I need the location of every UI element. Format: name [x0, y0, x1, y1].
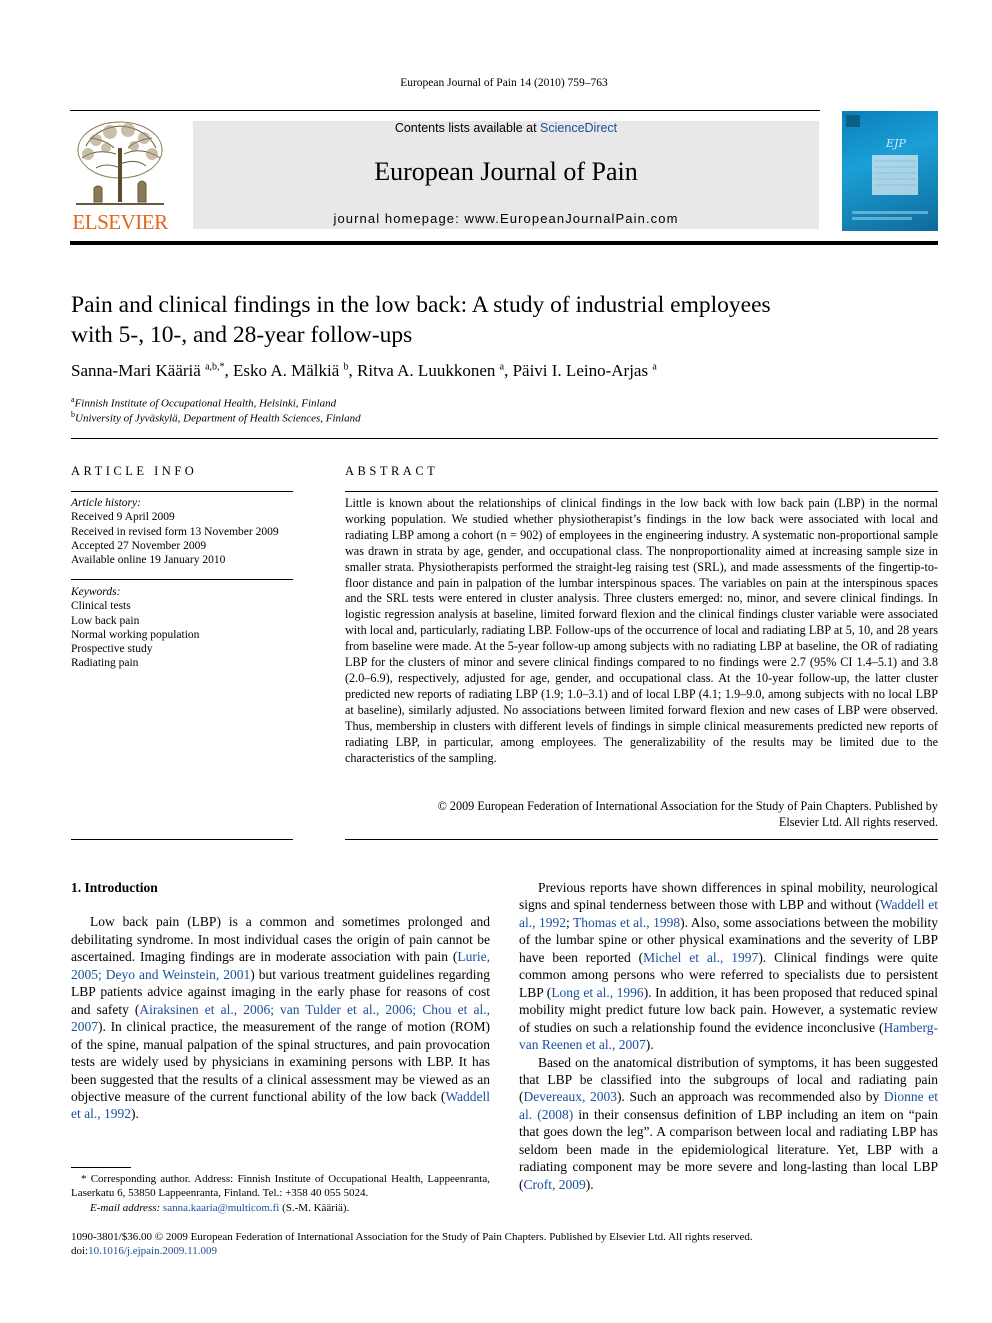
citation-link[interactable]: Long et al., 1996: [551, 984, 644, 1000]
email-line: [71, 1201, 490, 1215]
footnote-text: * Corresponding author. Address: Finnish Institute of Occupational Health, Lappeenranta, Laserkatu 6, 53850 Lappeenranta, Finland. Tel.: +358 40 055 5024.: [71, 1173, 490, 1200]
author-list: Sanna-Mari Kääriä $^{a,b,*}$, Esko A. Mälkiä $^b$, Ritva A. Luukkonen $^a$, Päivi I. Leino-Arjas $^a$: [71, 361, 657, 380]
email-link[interactable]: sanna.kaaria@multicom.fi: [162, 1201, 280, 1214]
doi-label: doi:: [71, 1245, 89, 1257]
author-affiliation-mark: a: [652, 361, 657, 373]
article-info-divider: [71, 491, 293, 492]
journal-name: European Journal of Pain: [374, 157, 638, 186]
sciencedirect-link[interactable]: ScienceDirect: [540, 121, 618, 135]
corresponding-author-footnote: [71, 1172, 490, 1215]
article-history: [71, 496, 293, 567]
journal-reference: European Journal of Pain 14 (2010) 759–763: [400, 77, 608, 89]
affiliation: [71, 410, 361, 425]
text-run: Based on the anatomical distribution of symptoms, it has been suggested that LBP be classified into the subgroups of local and radiating pain (: [519, 1054, 938, 1105]
abstract-divider: [345, 491, 938, 492]
keyword: Clinical tests: [71, 600, 131, 613]
affiliation-mark: a: [71, 395, 75, 404]
doi-link[interactable]: 10.1016/j.ejpain.2009.11.009: [88, 1245, 217, 1257]
citation-link[interactable]: Hamberg-van Reenen et al., 2007: [519, 1019, 938, 1053]
history-item: Received 9 April 2009: [71, 511, 175, 524]
author-affiliation-mark: b: [343, 361, 349, 373]
text-run: Low back pain (LBP) is a common and sometimes prolonged and debilitating syndrome. In most individual cases the origin of pain cannot be ascertained. Imaging findings are in moderate association with pain (: [71, 914, 490, 965]
article-info-divider: [71, 579, 293, 580]
citation-link[interactable]: Lurie, 2005; Deyo and Weinstein, 2001: [71, 949, 490, 982]
header-thick-rule: [70, 241, 938, 245]
keywords: [71, 585, 293, 671]
affiliation: [71, 395, 336, 410]
history-item: Available online 19 January 2010: [71, 554, 226, 567]
affiliation-text: University of Jyväskylä, Department of Health Sciences, Finland: [75, 412, 361, 425]
svg-text:EJP: EJP: [886, 137, 906, 150]
body-paragraph: [519, 1054, 938, 1194]
abstract-text: Little is known about the relationships of clinical findings in the low back with low back pain (LBP) in the normal working population. We studied whether physiotherapist’s findings in the low back were associated with local and radiating LBP among a cohort (n = 902) of employees in the engineering industry. A systematic non-proportional sample was drawn in strata by age, gender, and occupational class. The nonproportionality aimed at increasing sample size in smaller strata. Physiotherapists performed the straight-leg raising test (SRL), and made assessments of the fingertip-to-floor distance and pain in palpation of the lumbar interspinous spaces. The variables on pain at the interspinous spaces and the SRL tests were entered in cluster analysis. Three clusters emerged: no, minor, and severe clinical findings. In logistic regression analysis at baseline, limited forward flexion and the clinical findings cluster variable were associated with local and, particularly, radiating LBP. Follow-ups of the occurrence of local and radiating LBP at 5, 10, and 28 years from baseline were made. At the 5-year follow-up among subjects with no radiating LBP at baseline, the OR of radiating LBP for the clusters of minor and severe clinical findings compared to no findings were 2.7 (95% CI 1.4–5.1) and 3.8 (2.0–6.9), respectively, adjusted for age, gender, and occupational class. At the 10-year follow-up, the latter cluster predicted new reports of radiating LBP (1.9; 1.0–3.1) and of local LBP (4.1; 1.9–9.0, among subjects with no local LBP at baseline), similarly adjusted. No associations between limited forward flexion and new cases of LBP were observed. Thus, membership in clusters with different levels of findings in simple clinical measurements predicted new reports of radiating LBP, in particular, among employees. The generalizability of the results may be limited due to the characteristics of the sampling.: [345, 496, 938, 765]
affiliation-text: Finnish Institute of Occupational Health, Helsinki, Finland: [74, 397, 337, 410]
copyright-line: Elsevier Ltd. All rights reserved.: [778, 814, 938, 829]
text-run: ). In clinical practice, the measurement of the range of motion (ROM) of the spine, manual palpation of the spinal structures, and pain provocation tests are widely used by physicians in examining persons with LBP. It has been suggested that the results of a clinical assessment may be viewed as an objective measure of the current functional ability of the low back (: [71, 1019, 490, 1104]
body-column-right: [519, 879, 938, 1193]
citation-link[interactable]: Waddell et al., 1992: [519, 897, 939, 930]
footnote-rule: [71, 1167, 131, 1168]
issn-line: 1090-3801/$36.00 © 2009 European Federation of International Association for the Study of Pain Chapters. Published by Elsevier Ltd. All rights reserved.: [71, 1231, 753, 1243]
contents-line: [193, 121, 819, 135]
body-paragraph: [71, 913, 490, 1122]
history-item: Received in revised form 13 November 2009: [71, 525, 279, 538]
text-run: in their consensus definition of LBP including an item on “pain that goes down the leg”. A comparison between local and radiating LBP has seldom been made in the epidemiological literature. Yet, LBP with a radiating component may be more severe and long-lasting than local LBP (: [519, 1106, 938, 1192]
author-name: Päivi I. Leino-Arjas: [512, 361, 649, 380]
author-name: Ritva A. Luukkonen: [357, 361, 496, 380]
article-info-divider: [71, 839, 293, 840]
journal-cover-image: [842, 111, 938, 231]
contents-prefix: Contents lists available at: [394, 121, 541, 135]
abstract-copyright: [345, 799, 938, 831]
section-heading: 1. Introduction: [71, 880, 158, 895]
article-title: [71, 290, 951, 350]
article-info-heading: ARTICLE INFO: [71, 464, 198, 478]
text-run: ).: [585, 1176, 594, 1192]
author-name: Esko A. Mälkiä: [233, 361, 340, 380]
text-run: ). Clinical findings were quite common among persons who were referred to specialists due to persistent LBP (: [519, 949, 938, 1000]
text-run: ).: [131, 1106, 139, 1122]
elsevier-wordmark: ELSEVIER: [72, 210, 168, 234]
email-label: E-mail address:: [90, 1201, 163, 1214]
text-run: ;: [565, 914, 573, 930]
text-run: Previous reports have shown differences in spinal mobility, neurological signs and spinal tenderness between those with LBP and without (: [519, 880, 938, 913]
journal-banner: [193, 121, 819, 229]
citation-link[interactable]: Thomas et al., 1998: [572, 914, 681, 930]
title-line-2: with 5-, 10-, and 28-year follow-ups: [71, 322, 413, 348]
citation-link[interactable]: Croft, 2009: [523, 1176, 586, 1192]
text-run: ) but various treatment guidelines regarding LBP patients advice against imaging in the early phase for reasons of cost and safety (: [71, 966, 491, 1017]
history-label: Article history:: [71, 497, 141, 509]
citation-link[interactable]: Dionne et al. (2008): [519, 1089, 938, 1122]
body-column-left: [71, 879, 490, 1123]
keyword: Low back pain: [71, 614, 140, 627]
affiliation-mark: b: [71, 410, 75, 419]
keywords-label: Keywords:: [71, 586, 121, 598]
section-divider: [71, 438, 938, 439]
author-name: Sanna-Mari Kääriä: [71, 361, 201, 380]
keyword: Normal working population: [71, 628, 200, 641]
journal-homepage-link[interactable]: journal homepage: www.EuropeanJournalPain.com: [333, 211, 679, 226]
text-run: ). Such an approach was recommended also by: [616, 1089, 884, 1105]
keyword: Prospective study: [71, 643, 153, 656]
citation-link[interactable]: Michel et al., 1997: [643, 949, 759, 965]
abstract-divider: [345, 839, 938, 840]
citation-link[interactable]: Devereaux, 2003: [523, 1089, 617, 1105]
text-run: ). Also, some associations between the mobility of the lumbar spine or other physical examinations and the severity of LBP have been reported (: [519, 914, 938, 965]
text-run: ).: [645, 1037, 654, 1053]
text-run: ). In addition, it has been proposed that reduced spinal mobility might predict future low back pain. However, a systematic review of studies on such a relationship found the evidence inconclusive (: [519, 984, 939, 1035]
header-divider: [70, 110, 820, 111]
citation-link[interactable]: Airaksinen et al., 2006; van Tulder et al., 2006; Chou et al., 2007: [71, 1001, 490, 1035]
body-paragraph: [519, 879, 938, 1054]
author-affiliation-mark: a,b,*: [205, 361, 225, 373]
email-suffix: (S.-M. Kääriä).: [279, 1201, 350, 1214]
doi-line: [71, 1244, 951, 1258]
keyword: Radiating pain: [71, 657, 139, 670]
copyright-line: © 2009 European Federation of International Association for the Study of Pain Chapters. Published by: [437, 799, 938, 813]
title-line-1: Pain and clinical findings in the low back: A study of industrial employees: [71, 292, 771, 318]
history-item: Accepted 27 November 2009: [71, 539, 207, 552]
abstract-heading: ABSTRACT: [345, 464, 439, 478]
author-affiliation-mark: a: [499, 361, 505, 373]
citation-link[interactable]: Waddell et al., 1992: [71, 1088, 490, 1122]
